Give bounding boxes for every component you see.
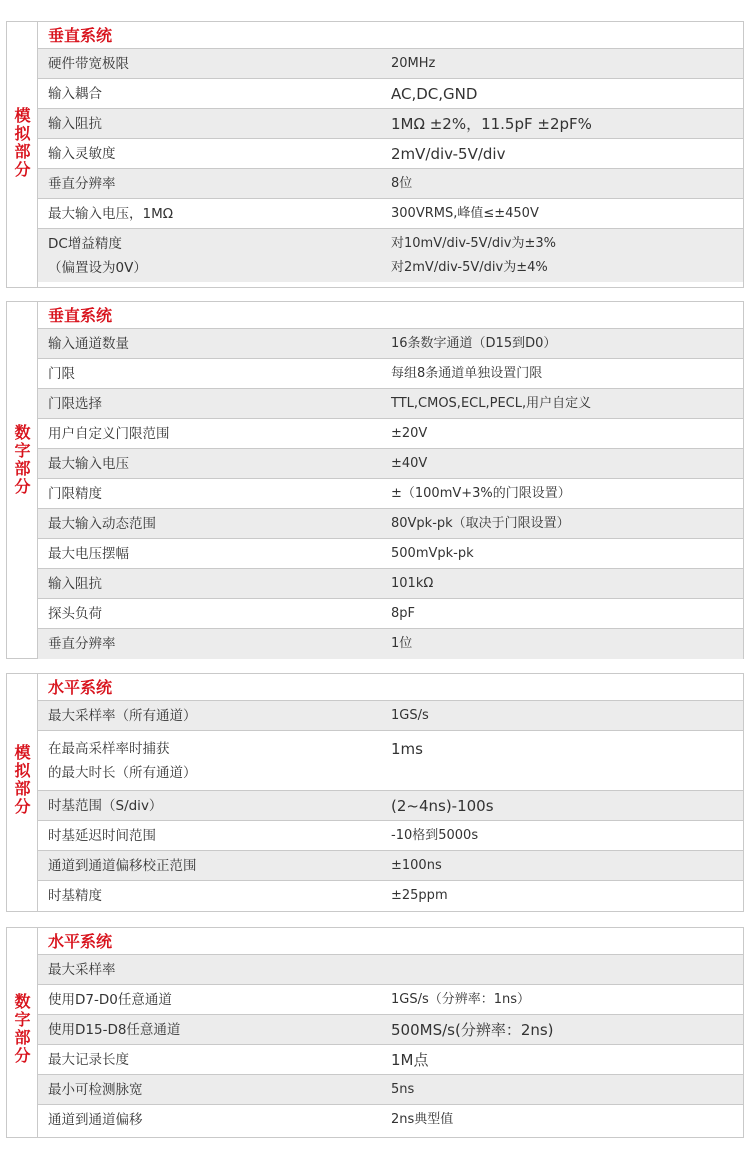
spec-value-text: 2mV/div-5V/div bbox=[391, 145, 506, 163]
spec-row bbox=[38, 139, 743, 169]
spec-label bbox=[38, 791, 383, 820]
spec-label-text: 垂直分辨率 bbox=[48, 636, 116, 652]
spec-label bbox=[38, 389, 383, 418]
spec-label-text: 的最大时长（所有通道） bbox=[48, 765, 197, 781]
spec-value-text: 16条数字通道（D15到D0） bbox=[391, 336, 557, 351]
spec-row bbox=[38, 49, 743, 79]
spec-label bbox=[38, 169, 383, 198]
spec-row bbox=[38, 79, 743, 109]
spec-label-text: DC增益精度 bbox=[48, 236, 122, 252]
spec-row bbox=[38, 985, 743, 1015]
spec-row bbox=[38, 791, 743, 821]
section-title: 水平系统 bbox=[38, 674, 743, 701]
spec-value bbox=[383, 731, 743, 790]
spec-label bbox=[38, 139, 383, 168]
spec-value bbox=[383, 49, 743, 78]
spec-label-text: 最大电压摆幅 bbox=[48, 546, 129, 562]
spec-label bbox=[38, 851, 383, 880]
spec-label bbox=[38, 539, 383, 568]
spec-label bbox=[38, 569, 383, 598]
spec-value-text: 20MHz bbox=[391, 56, 436, 71]
spec-row bbox=[38, 569, 743, 599]
spec-label-text: 在最高采样率时捕获 bbox=[48, 741, 170, 757]
spec-value bbox=[383, 1045, 743, 1074]
spec-value-text: 1GS/s bbox=[391, 708, 429, 723]
spec-value-text: 1位 bbox=[391, 636, 413, 651]
spec-label bbox=[38, 359, 383, 388]
spec-value bbox=[383, 599, 743, 628]
spec-label-text: 门限精度 bbox=[48, 486, 102, 502]
spec-label-text: 最大输入电压，1MΩ bbox=[48, 206, 174, 222]
spec-label-text: 最大采样率（所有通道） bbox=[48, 708, 197, 724]
spec-row bbox=[38, 1045, 743, 1075]
spec-value bbox=[383, 509, 743, 538]
spec-value bbox=[383, 229, 743, 282]
spec-row bbox=[38, 1105, 743, 1135]
spec-row bbox=[38, 389, 743, 419]
spec-value bbox=[383, 79, 743, 108]
spec-value bbox=[383, 199, 743, 228]
spec-value bbox=[383, 1105, 743, 1135]
spec-value bbox=[383, 359, 743, 388]
spec-value-text: 80Vpk-pk（取决于门限设置） bbox=[391, 516, 570, 531]
spec-row bbox=[38, 955, 743, 985]
spec-label bbox=[38, 955, 383, 984]
spec-row bbox=[38, 821, 743, 851]
spec-label-text: 用户自定义门限范围 bbox=[48, 426, 170, 442]
spec-label-text: 输入耦合 bbox=[48, 86, 102, 102]
spec-label-text: 门限 bbox=[48, 366, 75, 382]
spec-value bbox=[383, 791, 743, 820]
spec-value-text: 1ms bbox=[391, 740, 423, 758]
spec-label-text: 输入阻抗 bbox=[48, 576, 102, 592]
spec-section bbox=[6, 301, 744, 659]
spec-section bbox=[6, 927, 744, 1138]
spec-row bbox=[38, 731, 743, 791]
spec-value-text: 101kΩ bbox=[391, 576, 434, 591]
spec-row bbox=[38, 419, 743, 449]
spec-value-text: 1GS/s（分辨率：1ns） bbox=[391, 992, 531, 1007]
spec-value-text: 8pF bbox=[391, 606, 416, 621]
spec-value-text: 5ns bbox=[391, 1082, 415, 1097]
spec-value-text: 300VRMS,峰值≤±450V bbox=[391, 206, 539, 221]
spec-value-text bbox=[391, 958, 743, 982]
spec-value-text: 500MS/s(分辨率：2ns) bbox=[391, 1021, 554, 1039]
spec-label-text: （偏置设为0V） bbox=[48, 260, 147, 276]
spec-value-text: 每组8条通道单独设置门限 bbox=[391, 366, 543, 381]
spec-label bbox=[38, 79, 383, 108]
spec-label bbox=[38, 419, 383, 448]
spec-row bbox=[38, 851, 743, 881]
spec-label bbox=[38, 509, 383, 538]
spec-value bbox=[383, 569, 743, 598]
spec-value bbox=[383, 329, 743, 358]
spec-row bbox=[38, 1015, 743, 1045]
spec-value-text: AC,DC,GND bbox=[391, 85, 478, 103]
section-title: 垂直系统 bbox=[38, 302, 743, 329]
spec-value-text: -10格到5000s bbox=[391, 828, 479, 843]
spec-row bbox=[38, 539, 743, 569]
spec-value-text: 2ns典型值 bbox=[391, 1112, 454, 1127]
spec-label bbox=[38, 629, 383, 659]
spec-value bbox=[383, 139, 743, 168]
spec-value bbox=[383, 169, 743, 198]
spec-label-text: 时基延迟时间范围 bbox=[48, 828, 156, 844]
spec-value bbox=[383, 1015, 743, 1044]
spec-value bbox=[383, 449, 743, 478]
spec-row bbox=[38, 199, 743, 229]
spec-label bbox=[38, 449, 383, 478]
spec-row bbox=[38, 479, 743, 509]
spec-label bbox=[38, 821, 383, 850]
spec-label-text: 输入阻抗 bbox=[48, 116, 102, 132]
spec-row bbox=[38, 701, 743, 731]
spec-label-text: 通道到通道偏移校正范围 bbox=[48, 858, 197, 874]
section-side-column bbox=[7, 674, 38, 911]
spec-label-text: 最小可检测脉宽 bbox=[48, 1082, 143, 1098]
spec-label bbox=[38, 701, 383, 730]
spec-value-text: TTL,CMOS,ECL,PECL,用户自定义 bbox=[391, 396, 592, 411]
section-side-label: 数字部分 bbox=[14, 992, 31, 1065]
spec-value-text: 1M点 bbox=[391, 1051, 429, 1069]
spec-label bbox=[38, 49, 383, 78]
spec-label bbox=[38, 479, 383, 508]
spec-section bbox=[6, 673, 744, 912]
section-side-column bbox=[7, 302, 38, 658]
spec-row bbox=[38, 169, 743, 199]
spec-value-text: 8位 bbox=[391, 176, 413, 191]
spec-label bbox=[38, 985, 383, 1014]
spec-row bbox=[38, 881, 743, 911]
spec-label-text: 最大输入电压 bbox=[48, 456, 129, 472]
spec-row bbox=[38, 629, 743, 659]
spec-label-text: 使用D7-D0任意通道 bbox=[48, 992, 172, 1008]
spec-label-text: 时基范围（S/div） bbox=[48, 798, 163, 814]
spec-value-text: 对10mV/div-5V/div为±3% bbox=[391, 236, 556, 251]
spec-value-text: ±100ns bbox=[391, 858, 442, 873]
spec-label-text: 最大输入动态范围 bbox=[48, 516, 156, 532]
spec-value bbox=[383, 539, 743, 568]
section-side-column bbox=[7, 22, 38, 287]
spec-row bbox=[38, 359, 743, 389]
spec-value bbox=[383, 851, 743, 880]
spec-value bbox=[383, 955, 743, 984]
spec-value bbox=[383, 109, 743, 138]
spec-value bbox=[383, 881, 743, 911]
spec-row bbox=[38, 229, 743, 282]
spec-value-text: 对2mV/div-5V/div为±4% bbox=[391, 260, 548, 275]
spec-value bbox=[383, 389, 743, 418]
section-title: 水平系统 bbox=[38, 928, 743, 955]
spec-value bbox=[383, 419, 743, 448]
spec-value-text: (2~4ns)-100s bbox=[391, 797, 494, 815]
spec-section bbox=[6, 21, 744, 288]
spec-row bbox=[38, 599, 743, 629]
spec-label-text: 探头负荷 bbox=[48, 606, 102, 622]
spec-label bbox=[38, 1015, 383, 1044]
spec-value bbox=[383, 821, 743, 850]
spec-value-text: 500mVpk-pk bbox=[391, 546, 474, 561]
spec-value-text: ±40V bbox=[391, 456, 428, 471]
spec-label bbox=[38, 199, 383, 228]
spec-label-text: 门限选择 bbox=[48, 396, 102, 412]
spec-label bbox=[38, 329, 383, 358]
spec-value bbox=[383, 1075, 743, 1104]
spec-label bbox=[38, 881, 383, 911]
spec-label-text: 最大采样率 bbox=[48, 962, 116, 978]
spec-label-text: 输入灵敏度 bbox=[48, 146, 116, 162]
spec-value bbox=[383, 479, 743, 508]
spec-value bbox=[383, 985, 743, 1014]
spec-value-text: 1MΩ ±2%，11.5pF ±2pF% bbox=[391, 115, 592, 133]
spec-row bbox=[38, 329, 743, 359]
section-title: 垂直系统 bbox=[38, 22, 743, 49]
spec-label-text: 时基精度 bbox=[48, 888, 102, 904]
spec-value-text: ±20V bbox=[391, 426, 428, 441]
spec-label-text: 使用D15-D8任意通道 bbox=[48, 1022, 181, 1038]
spec-row bbox=[38, 449, 743, 479]
spec-label bbox=[38, 1075, 383, 1104]
spec-row bbox=[38, 509, 743, 539]
spec-value-text: ±25ppm bbox=[391, 888, 448, 903]
section-side-column bbox=[7, 928, 38, 1137]
spec-label-text: 硬件带宽极限 bbox=[48, 56, 129, 72]
spec-value-text: ±（100mV+3%的门限设置） bbox=[391, 486, 571, 501]
spec-label bbox=[38, 599, 383, 628]
section-side-label: 模拟部分 bbox=[14, 106, 31, 179]
section-side-label: 模拟部分 bbox=[14, 743, 31, 816]
spec-label-text: 输入通道数量 bbox=[48, 336, 129, 352]
spec-label bbox=[38, 229, 383, 282]
spec-label bbox=[38, 1105, 383, 1135]
spec-label-text: 垂直分辨率 bbox=[48, 176, 116, 192]
spec-label bbox=[38, 1045, 383, 1074]
spec-label-text: 通道到通道偏移 bbox=[48, 1112, 143, 1128]
spec-row bbox=[38, 1075, 743, 1105]
spec-value bbox=[383, 701, 743, 730]
spec-label bbox=[38, 731, 383, 790]
spec-label bbox=[38, 109, 383, 138]
spec-value bbox=[383, 629, 743, 659]
spec-label-text: 最大记录长度 bbox=[48, 1052, 129, 1068]
section-side-label: 数字部分 bbox=[14, 423, 31, 496]
spec-row bbox=[38, 109, 743, 139]
